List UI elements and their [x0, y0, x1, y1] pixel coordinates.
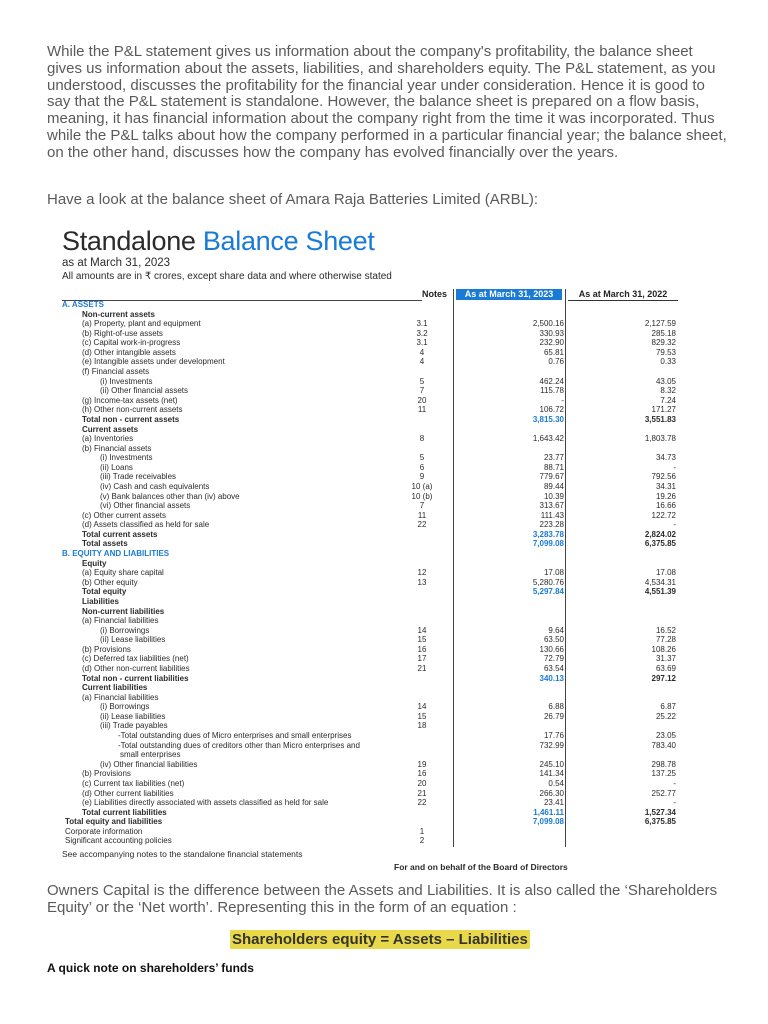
row-value-2022: 2,824.02: [644, 529, 676, 539]
row-note: 10 (a): [411, 482, 433, 491]
row-label: (e) Intangible assets under development: [82, 357, 225, 367]
row-value-2022: 3,551.83: [644, 414, 676, 424]
row-value-2022: 792.56: [651, 472, 676, 482]
row-value-2022: 7.24: [660, 395, 676, 405]
table-row: [62, 482, 682, 491]
row-note: 4: [419, 357, 425, 367]
table-row: [62, 721, 682, 730]
row-note: 3.1: [416, 338, 428, 348]
row-label: Corporate information: [65, 826, 143, 836]
row-note: 16: [417, 644, 427, 654]
row-value-2022: 0.33: [660, 357, 676, 367]
row-note: 7: [419, 501, 425, 511]
row-value-2023: 266.30: [539, 788, 564, 798]
row-label: Liabilities: [82, 596, 119, 606]
row-value-2023: 7,099.08: [532, 817, 564, 827]
header-2023: As at March 31, 2023: [456, 289, 562, 300]
row-note: 7: [419, 386, 425, 396]
row-note: 13: [417, 577, 427, 587]
table-row: [62, 817, 682, 826]
row-value-2022: 783.40: [651, 740, 676, 750]
row-label: (c) Capital work-in-progress: [82, 338, 181, 348]
table-row: [62, 760, 682, 769]
table-row: [62, 568, 682, 577]
sheet-title-part1: Standalone: [62, 226, 203, 256]
row-note: 9: [419, 472, 425, 482]
owners-capital-paragraph: Owners Capital is the difference between the Assets and Liabilities. It is also called the ‘Shareholders Equity’ or the ‘Net worth’. Representing this in the form of an equation :: [47, 882, 718, 916]
row-value-2023: 245.10: [539, 759, 564, 769]
row-note: 14: [417, 702, 427, 712]
table-row: [62, 329, 682, 338]
row-label: (i) Investments: [100, 453, 153, 463]
table-row: [62, 492, 682, 501]
row-value-2022: 108.26: [651, 644, 676, 654]
table-row: [62, 731, 682, 740]
table-row: [62, 348, 682, 357]
row-note: 21: [417, 664, 427, 673]
row-value-2023: 130.66: [539, 644, 564, 654]
row-label: Non-current assets: [82, 309, 155, 319]
row-note: 6: [419, 462, 425, 472]
row-note: 19: [417, 759, 427, 769]
row-value-2023: 313.67: [539, 501, 564, 511]
row-value-2022: 252.77: [651, 788, 676, 798]
table-row: [62, 789, 682, 798]
row-value-2023: 9.64: [548, 625, 564, 635]
table-row: [62, 310, 682, 319]
see-accompanying-notes: See accompanying notes to the standalone financial statements: [62, 849, 303, 859]
table-row: [62, 434, 682, 443]
row-label: (b) Provisions: [82, 644, 131, 654]
row-value-2023: 17.76: [543, 731, 564, 741]
row-value-2022: 297.12: [651, 673, 676, 683]
table-row: [62, 444, 682, 453]
row-note: 11: [417, 405, 427, 415]
row-value-2022: 171.27: [651, 405, 676, 415]
row-value-2023: 779.67: [539, 472, 564, 482]
table-row: [62, 377, 682, 386]
row-label: (iv) Cash and cash equivalents: [100, 482, 210, 491]
table-row: [62, 520, 682, 529]
row-value-2023: 1,461.11: [533, 807, 564, 817]
amounts-note: All amounts are in ₹ crores, except share data and where otherwise stated: [62, 271, 392, 282]
row-label: (e) Liabilities directly associated with assets classified as held for sale: [82, 798, 329, 808]
table-row: [62, 587, 682, 596]
table-row: [62, 664, 682, 673]
row-value-2023: 26.79: [543, 711, 564, 721]
table-row: [62, 693, 682, 702]
table-row: [62, 453, 682, 462]
row-value-2022: 2,127.59: [644, 319, 676, 329]
row-value-2022: 6,375.85: [644, 539, 676, 549]
row-value-2023: 330.93: [539, 328, 564, 338]
row-label: A. ASSETS: [62, 300, 104, 309]
table-row: [62, 539, 682, 548]
row-value-2022: 298.78: [651, 759, 676, 769]
row-note: 11: [417, 510, 427, 520]
row-label: (c) Other current assets: [82, 510, 167, 520]
row-label: (g) Income-tax assets (net): [82, 395, 178, 405]
table-row: [62, 616, 682, 625]
row-label: Total equity and liabilities: [65, 817, 163, 827]
table-row: [62, 702, 682, 711]
row-note: 16: [417, 769, 427, 779]
sheet-title: [62, 226, 375, 257]
row-note: 4: [419, 347, 425, 357]
row-value-2022: -: [673, 778, 676, 788]
row-label: (b) Financial assets: [82, 443, 152, 453]
row-label: (ii) Lease liabilities: [100, 711, 166, 721]
row-value-2022: 1,527.34: [644, 807, 676, 817]
row-label: (ii) Loans: [100, 462, 133, 472]
row-value-2023: 72.79: [543, 654, 564, 664]
quick-note-heading: A quick note on shareholders’ funds: [47, 961, 254, 975]
row-value-2022: 23.05: [655, 731, 676, 741]
table-row: [62, 836, 682, 845]
table-row: [62, 396, 682, 405]
header-notes: Notes: [422, 289, 448, 299]
table-row: [62, 654, 682, 663]
table-row: [62, 626, 682, 635]
row-value-2023: 6.88: [548, 702, 564, 712]
row-value-2022: 1,803.78: [644, 434, 676, 444]
row-label: Current assets: [82, 424, 139, 434]
row-label: (i) Borrowings: [100, 702, 150, 712]
table-row: [62, 741, 682, 750]
row-value-2022: 17.08: [655, 568, 676, 578]
row-note: 22: [417, 798, 427, 808]
row-label: Total current assets: [82, 529, 158, 539]
row-label: (b) Other equity: [82, 577, 138, 587]
row-label: (f) Financial assets: [82, 367, 150, 377]
row-value-2022: 137.25: [651, 769, 676, 779]
row-note: 17: [417, 654, 427, 664]
table-row: [62, 425, 682, 434]
table-row: [62, 578, 682, 587]
row-value-2022: 16.66: [655, 501, 676, 511]
row-value-2022: 8.32: [660, 386, 676, 396]
row-value-2022: -: [673, 798, 676, 808]
table-row: [62, 415, 682, 424]
table-row: [62, 386, 682, 395]
table-row: [62, 798, 682, 807]
table-row: [62, 827, 682, 836]
row-label: (d) Other current liabilities: [82, 788, 174, 798]
row-value-2023: 10.39: [543, 491, 564, 501]
row-value-2023: 115.78: [540, 386, 564, 396]
row-label: (c) Deferred tax liabilities (net): [82, 654, 189, 664]
row-value-2022: 829.32: [651, 338, 676, 348]
row-label: (a) Financial liabilities: [82, 692, 159, 702]
row-label: Equity: [82, 558, 107, 568]
row-note: 14: [417, 625, 427, 635]
row-label: (d) Assets classified as held for sale: [82, 520, 210, 530]
table-row: [62, 559, 682, 568]
row-label: Significant accounting policies: [65, 836, 172, 846]
row-value-2023: 3,283.78: [532, 529, 564, 539]
row-value-2023: 5,297.84: [532, 587, 564, 597]
table-row: [62, 511, 682, 520]
row-label: (ii) Lease liabilities: [100, 635, 166, 645]
table-row: [62, 750, 682, 759]
row-value-2023: 0.54: [548, 778, 564, 788]
table-row: [62, 319, 682, 328]
table-row: [62, 338, 682, 347]
row-note: 5: [419, 453, 425, 463]
sheet-title-part2: Balance Sheet: [202, 226, 375, 256]
row-label: (c) Current tax liabilities (net): [82, 778, 185, 788]
row-value-2023: 65.81: [543, 347, 564, 357]
row-label: (b) Provisions: [82, 769, 131, 779]
row-note: 21: [417, 788, 427, 798]
row-value-2023: 7,099.08: [532, 539, 564, 549]
row-value-2022: 25.22: [655, 711, 676, 721]
row-note: 8: [419, 434, 425, 444]
row-label: (d) Other non-current liabilities: [82, 664, 190, 673]
row-label: small enterprises: [120, 750, 181, 760]
table-row: [62, 769, 682, 778]
row-value-2022: 19.26: [655, 491, 676, 501]
row-note: 1: [419, 826, 425, 836]
row-value-2022: 43.05: [655, 376, 676, 386]
row-value-2022: 6.87: [660, 702, 676, 712]
row-value-2023: 23.77: [543, 453, 564, 463]
row-value-2022: 4,551.39: [644, 587, 676, 597]
table-row: [62, 530, 682, 539]
row-note: 2: [419, 836, 425, 846]
row-value-2023: 89.44: [543, 482, 564, 491]
row-note: 5: [419, 376, 425, 386]
row-value-2023: 17.08: [543, 568, 564, 578]
table-row: [62, 549, 682, 558]
row-value-2023: 223.28: [539, 520, 564, 530]
row-value-2022: 16.52: [655, 625, 676, 635]
row-label: (i) Investments: [100, 376, 153, 386]
row-value-2023: 1,643.42: [532, 434, 564, 444]
row-note: 15: [417, 635, 427, 645]
row-note: 20: [417, 778, 427, 788]
table-row: [62, 367, 682, 376]
row-value-2023: 63.54: [543, 664, 564, 673]
board-signature-caption: For and on behalf of the Board of Directors: [394, 862, 568, 872]
table-row: [62, 779, 682, 788]
intro-paragraph: While the P&L statement gives us information about the company's profitability, the balance sheet gives us information about the assets, liabilities, and shareholders equity. The P&L statement, as you understood, discusses the profitability for the financial year under consideration. Hence it is good to say that the P&L statement is standalone. However, the balance sheet is prepared on a flow basis, meaning, it has financial information about the company right from the time it was incorporated. Thus while the P&L talks about how the company performed in a particular financial year; the balance sheet, on the other hand, discusses how the company has evolved financially over the years.: [47, 43, 727, 161]
row-note: 22: [417, 520, 427, 530]
row-label: Current liabilities: [82, 683, 148, 693]
row-value-2023: 23.41: [543, 798, 564, 808]
row-label: B. EQUITY AND LIABILITIES: [62, 549, 170, 559]
row-label: (b) Right-of-use assets: [82, 328, 163, 338]
table-row: [62, 808, 682, 817]
row-note: 3.2: [416, 328, 428, 338]
row-value-2022: 122.72: [651, 510, 676, 520]
table-row: [62, 463, 682, 472]
row-label: Non-current liabilities: [82, 606, 165, 616]
row-value-2022: -: [673, 462, 676, 472]
row-value-2022: 31.37: [655, 654, 676, 664]
row-label: (h) Other non-current assets: [82, 405, 183, 415]
row-label: Total equity: [82, 587, 127, 597]
row-value-2022: 77.28: [655, 635, 676, 645]
row-label: (a) Equity share capital: [82, 568, 164, 578]
row-value-2023: 2,500.16: [532, 319, 564, 329]
row-value-2023: 5,280.76: [532, 577, 564, 587]
row-label: (iii) Trade receivables: [100, 472, 177, 482]
table-row: [62, 357, 682, 366]
row-value-2022: -: [673, 520, 676, 530]
row-value-2023: -: [561, 395, 564, 405]
row-label: -Total outstanding dues of creditors other than Micro enterprises and: [118, 740, 360, 750]
row-value-2022: 63.69: [655, 664, 676, 673]
row-value-2023: 106.72: [539, 405, 564, 415]
table-row: [62, 645, 682, 654]
table-row: [62, 300, 682, 309]
table-row: [62, 712, 682, 721]
table-row: [62, 635, 682, 644]
lead-paragraph: Have a look at the balance sheet of Amara Raja Batteries Limited (ARBL):: [47, 191, 539, 208]
table-row: [62, 501, 682, 510]
row-label: (a) Property, plant and equipment: [82, 319, 201, 329]
table-row: [62, 674, 682, 683]
row-label: Total non - current assets: [82, 414, 180, 424]
table-row: [62, 472, 682, 481]
row-value-2023: 111.43: [540, 510, 564, 520]
row-value-2022: 34.73: [655, 453, 676, 463]
row-label: Total current liabilities: [82, 807, 167, 817]
row-note: 3.1: [416, 319, 428, 329]
row-value-2023: 141.34: [539, 769, 564, 779]
row-value-2022: 6,375.85: [644, 817, 676, 827]
as-at-date: as at March 31, 2023: [62, 257, 171, 269]
table-row: [62, 683, 682, 692]
table-row: [62, 597, 682, 606]
row-label: (iii) Trade payables: [100, 721, 168, 731]
header-2022: As at March 31, 2022: [568, 289, 678, 301]
row-note: 20: [417, 395, 427, 405]
row-label: (a) Financial liabilities: [82, 616, 159, 626]
row-label: (a) Inventories: [82, 434, 134, 444]
row-value-2023: 88.71: [543, 462, 564, 472]
row-value-2023: 3,815.30: [532, 414, 564, 424]
row-value-2022: 4,534.31: [644, 577, 676, 587]
row-value-2022: 34.31: [655, 482, 676, 491]
row-value-2022: 79.53: [655, 347, 676, 357]
row-label: -Total outstanding dues of Micro enterprises and small enterprises: [118, 731, 352, 741]
row-note: 15: [417, 711, 427, 721]
row-value-2023: 0.76: [548, 357, 564, 367]
row-label: (v) Bank balances other than (iv) above: [100, 491, 240, 501]
row-value-2023: 340.13: [539, 673, 564, 683]
row-value-2023: 462.24: [539, 376, 564, 386]
table-row: [62, 405, 682, 414]
row-value-2022: 285.18: [651, 328, 676, 338]
row-label: (i) Borrowings: [100, 625, 150, 635]
equation-highlight: Shareholders equity = Assets – Liabilities: [232, 931, 528, 948]
row-value-2023: 732.99: [539, 740, 564, 750]
row-label: (d) Other intangible assets: [82, 347, 176, 357]
row-value-2023: 232.90: [539, 338, 564, 348]
row-note: 18: [417, 721, 427, 731]
row-label: (ii) Other financial assets: [100, 386, 189, 396]
row-label: (vi) Other financial assets: [100, 501, 191, 511]
row-label: (iv) Other financial liabilities: [100, 759, 198, 769]
table-row: [62, 607, 682, 616]
row-note: 10 (b): [411, 491, 433, 501]
row-note: 12: [417, 568, 427, 578]
row-label: Total non - current liabilities: [82, 673, 189, 683]
row-value-2023: 63.50: [543, 635, 564, 645]
row-label: Total assets: [82, 539, 128, 549]
